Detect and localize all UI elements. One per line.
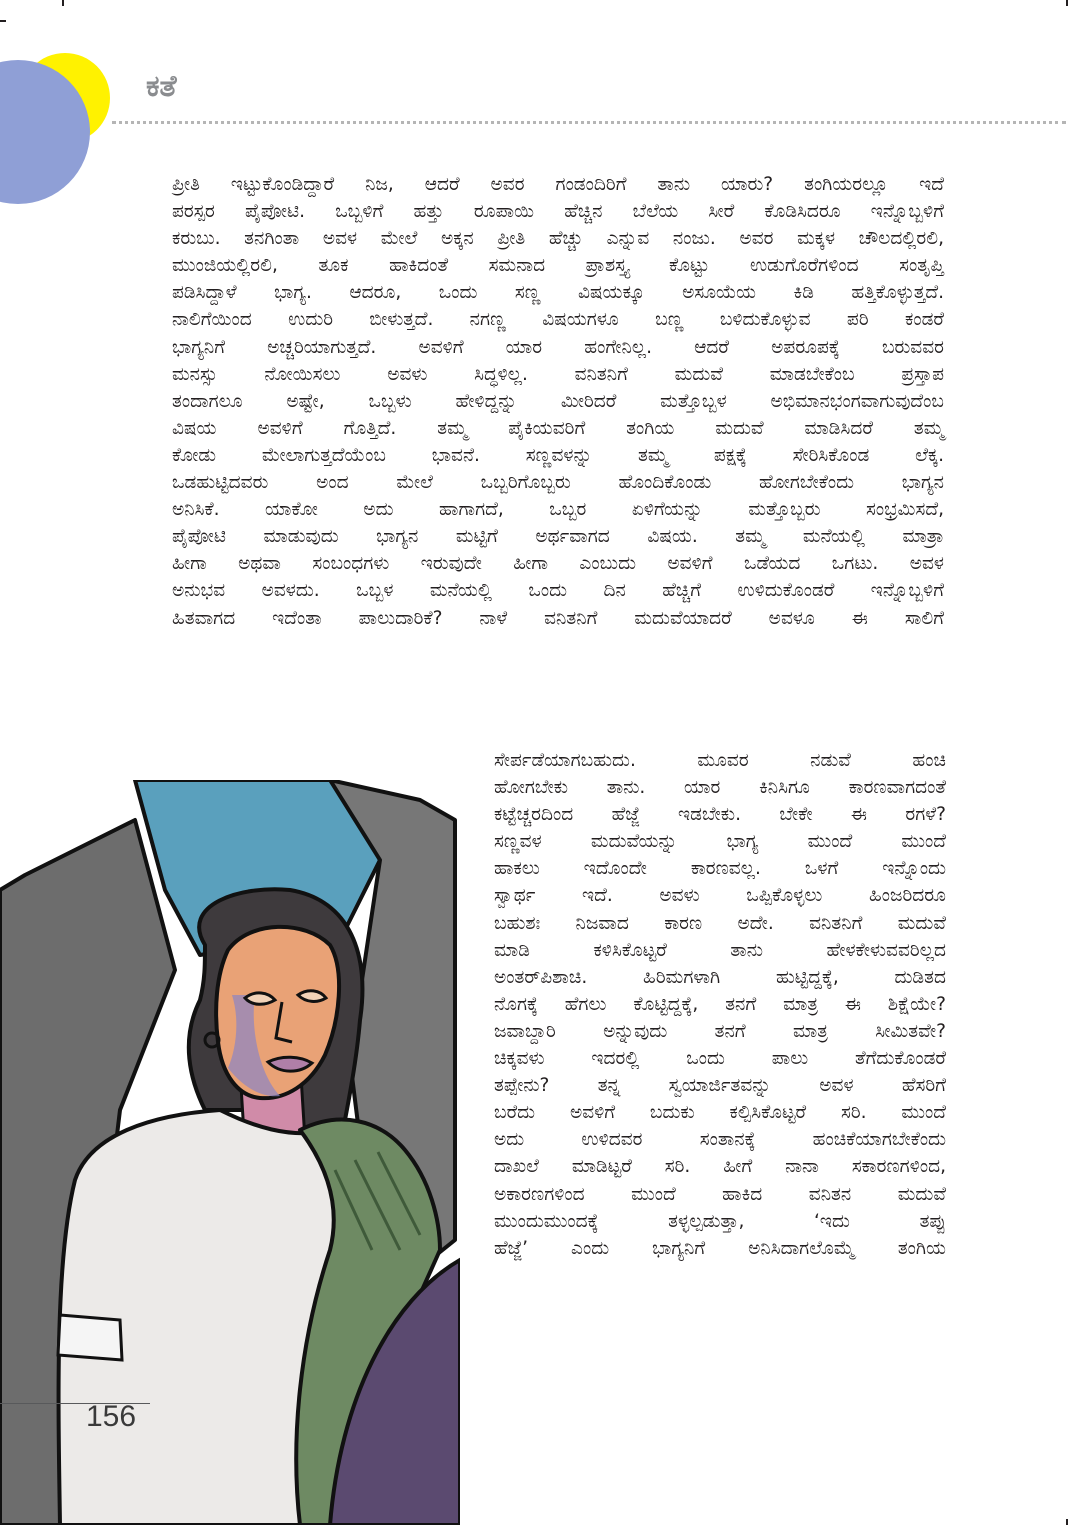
text-line: ಜವಾಬ್ದಾರಿ ಅನ್ನುವುದು ತನಗೆ ಮಾತ್ರ ಸೀಮಿತವೇ? bbox=[494, 1020, 946, 1042]
text-line: ನೊಗಕ್ಕೆ ಹೆಗಲು ಕೊಟ್ಟಿದ್ದಕ್ಕೆ, ತನಗೆ ಮಾತ್ರ ಈ ಶಿಕ್ಷೆಯೇ? bbox=[494, 993, 946, 1015]
text-line: ಪೈಪೋಟಿ ಮಾಡುವುದು ಭಾಗ್ಯನ ಮಟ್ಟಿಗೆ ಅರ್ಥವಾಗದ ವಿಷಯ. ತಮ್ಮ ಮನೆಯಲ್ಲಿ ಮಾತ್ರಾ bbox=[172, 526, 944, 548]
text-line: ಅದು ಉಳಿದವರ ಸಂತಾನಕ್ಕೆ ಹಂಚಿಕೆಯಾಗಬೇಕೆಂದು bbox=[494, 1129, 946, 1151]
crop-mark bbox=[62, 0, 64, 6]
text-line: ಮಾಡಿ ಕಳಿಸಿಕೊಟ್ಟರೆ ತಾನು ಹೇಳಕೇಳುವವರಿಲ್ಲದ bbox=[494, 939, 946, 961]
crop-mark bbox=[0, 20, 6, 22]
text-line: ಹಾಕಲು ಇದೊಂದೇ ಕಾರಣವಲ್ಲ. ಒಳಗೆ ಇನ್ನೊಂದು bbox=[494, 858, 946, 880]
text-line: ಅಕಾರಣಗಳಿಂದ ಮುಂದೆ ಹಾಕಿದ ವನಿತನ ಮದುವೆ bbox=[494, 1183, 946, 1205]
text-line: ಕಟ್ಟೆಚ್ಚರದಿಂದ ಹೆಜ್ಜೆ ಇಡಬೇಕು. ಬೇಕೇ ಈ ರಗಳೆ? bbox=[494, 804, 946, 826]
dotted-divider bbox=[112, 121, 1066, 124]
text-line: ಕೋಡು ಮೇಲಾಗುತ್ತದೆಯೆಂಬ ಭಾವನೆ. ಸಣ್ಣವಳನ್ನು ತಮ್ಮ ಪಕ್ಷಕ್ಕೆ ಸೇರಿಸಿಕೊಂಡ ಲೆಕ್ಕ. bbox=[172, 444, 944, 466]
text-line: ಮುಂದುಮುಂದಕ್ಕೆ ತಳ್ಳಲ್ಪಡುತ್ತಾ, ‘ಇದು ತಪ್ಪು bbox=[494, 1210, 946, 1232]
crop-mark bbox=[1066, 1519, 1068, 1525]
text-line: ಪಡಿಸಿದ್ದಾಳೆ ಭಾಗ್ಯ. ಆದರೂ, ಒಂದು ಸಣ್ಣ ವಿಷಯಕ್ಕೂ ಅಸೂಯೆಯ ಕಿಡಿ ಹತ್ತಿಕೊಳ್ಳುತ್ತದೆ. bbox=[172, 282, 944, 304]
column-paragraph bbox=[494, 747, 946, 1262]
text-line: ಕರುಬು. ತನಗಿಂತಾ ಅವಳ ಮೇಲೆ ಅಕ್ಕನ ಪ್ರೀತಿ ಹೆಚ್ಚು ಎನ್ನುವ ನಂಜು. ಅವರ ಮಕ್ಕಳ ಚೌಲದಲ್ಲಿರಲಿ, bbox=[172, 228, 944, 250]
text-line: ಮುಂಜಿಯಲ್ಲಿರಲಿ, ತೂಕ ಹಾಕಿದಂತೆ ಸಮನಾದ ಪ್ರಾಶಸ್ತ್ಯ ಕೊಟ್ಟು ಉಡುಗೊರೆಗಳಿಂದ ಸಂತೃಪ್ತಿ bbox=[172, 255, 944, 277]
text-line: ಅನಿಸಿಕೆ. ಯಾಕೋ ಅದು ಹಾಗಾಗದೆ, ಒಬ್ಬರ ಏಳಿಗೆಯನ್ನು ಮತ್ತೊಬ್ಬರು ಸಂಭ್ರಮಿಸದೆ, bbox=[172, 499, 944, 521]
section-label: ಕತೆ bbox=[146, 69, 177, 104]
text-line: ಪ್ರೀತಿ ಇಟ್ಟುಕೊಂಡಿದ್ದಾರೆ ನಿಜ, ಆದರೆ ಅವರ ಗಂಡಂದಿರಿಗೆ ತಾನು ಯಾರು? ತಂಗಿಯರಲ್ಲೂ ಇದೆ bbox=[172, 174, 944, 195]
text-line: ಹೋಗಬೇಕು ತಾನು. ಯಾರ ಕಿನಿಸಿಗೂ ಕಾರಣವಾಗದಂತೆ bbox=[494, 777, 946, 799]
text-line: ಬರೆದು ಅವಳಿಗೆ ಬದುಕು ಕಲ್ಪಿಸಿಕೊಟ್ಟರೆ ಸರಿ. ಮುಂದೆ bbox=[494, 1102, 946, 1124]
text-line: ವಿಷಯ ಅವಳಿಗೆ ಗೊತ್ತಿದೆ. ತಮ್ಮ ಪೈಕಿಯವರಿಗೆ ತಂಗಿಯ ಮದುವೆ ಮಾಡಿಸಿದರೆ ತಮ್ಮ bbox=[172, 417, 944, 439]
body-paragraph bbox=[172, 171, 944, 632]
woman-illustration bbox=[0, 780, 460, 1525]
text-line: ಭಾಗ್ಯನಿಗೆ ಅಚ್ಚರಿಯಾಗುತ್ತದೆ. ಅವಳಿಗೆ ಯಾರ ಹಂಗೇನಿಲ್ಲ. ಆದರೆ ಅಪರೂಪಕ್ಕೆ ಬರುವವರ bbox=[172, 336, 944, 358]
text-line: ಹೀಗಾ ಅಥವಾ ಸಂಬಂಧಗಳು ಇರುವುದೇ ಹೀಗಾ ಎಂಬುದು ಅವಳಿಗೆ ಒಡೆಯದ ಒಗಟು. ಅವಳ bbox=[172, 553, 944, 575]
text-line: ನಾಲಿಗೆಯಿಂದ ಉದುರಿ ಬೀಳುತ್ತದೆ. ನಗಣ್ಣ ವಿಷಯಗಳೂ ಬಣ್ಣ ಬಳಿದುಕೊಳ್ಳುವ ಪರಿ ಕಂಡರೆ bbox=[172, 309, 944, 331]
text-line: ಚಿಕ್ಕವಳು ಇದರಲ್ಲಿ ಒಂದು ಪಾಲು ತೆಗೆದುಕೊಂಡರೆ bbox=[494, 1048, 946, 1070]
text-line: ಸೇರ್ಪಡೆಯಾಗಬಹುದು. ಮೂವರ ನಡುವೆ ಹಂಚಿ bbox=[494, 750, 946, 771]
text-line: ಅಂತರ್‌ಪಿಶಾಚಿ. ಹಿರಿಮಗಳಾಗಿ ಹುಟ್ಟಿದ್ದಕ್ಕೆ, ದುಡಿತದ bbox=[494, 966, 946, 988]
text-line: ಪರಸ್ಪರ ಪೈಪೋಟಿ. ಒಬ್ಬಳಿಗೆ ಹತ್ತು ರೂಪಾಯಿ ಹೆಚ್ಚಿನ ಬೆಲೆಯ ಸೀರೆ ಕೊಡಿಸಿದರೂ ಇನ್ನೊಬ್ಬಳಿಗೆ bbox=[172, 201, 944, 223]
text-line: ಮನಸ್ಸು ನೋಯಿಸಲು ಅವಳು ಸಿದ್ಧಳಿಲ್ಲ. ವನಿತನಿಗೆ ಮದುವೆ ಮಾಡಬೇಕೆಂಬ ಪ್ರಸ್ತಾಪ bbox=[172, 363, 944, 385]
text-line: ತಂದಾಗಲೂ ಅಷ್ಟೇ, ಒಬ್ಬಳು ಹೇಳಿದ್ದನ್ನು ಮೀರಿದರೆ ಮತ್ತೊಬ್ಬಳ ಅಭಿಮಾನಭಂಗವಾಗುವುದೆಂಬ bbox=[172, 390, 944, 412]
text-line: ಒಡಹುಟ್ಟಿದವರು ಅಂದ ಮೇಲೆ ಒಬ್ಬರಿಗೊಬ್ಬರು ಹೊಂದಿಕೊಂಡು ಹೋಗಬೇಕೆಂದು ಭಾಗ್ಯನ bbox=[172, 472, 944, 494]
text-line: ದಾಖಲೆ ಮಾಡಿಟ್ಟರೆ ಸರಿ. ಹೀಗೆ ನಾನಾ ಸಕಾರಣಗಳಿಂದ, bbox=[494, 1156, 946, 1178]
text-line: ಹಿತವಾಗದ ಇದೆಂತಾ ಪಾಲುದಾರಿಕೆ? ನಾಳೆ ವನಿತನಿಗೆ ಮದುವೆಯಾದರೆ ಅವಳೂ ಈ ಸಾಲಿಗೆ bbox=[172, 607, 944, 629]
text-line: ಬಹುಶಃ ನಿಜವಾದ ಕಾರಣ ಅದೇ. ವನಿತನಿಗೆ ಮದುವೆ bbox=[494, 912, 946, 934]
page-number: 156 bbox=[86, 1400, 137, 1433]
crop-mark bbox=[1066, 0, 1068, 6]
text-line: ಸ್ವಾರ್ಥ ಇದೆ. ಅವಳು ಒಪ್ಪಿಕೊಳ್ಳಲು ಹಿಂಜರಿದರೂ bbox=[494, 885, 946, 907]
text-line: ಅನುಭವ ಅವಳದು. ಒಬ್ಬಳ ಮನೆಯಲ್ಲಿ ಒಂದು ದಿನ ಹೆಚ್ಚಿಗೆ ಉಳಿದುಕೊಂಡರೆ ಇನ್ನೊಬ್ಬಳಿಗೆ bbox=[172, 580, 944, 602]
text-line: ತಪ್ಪೇನು? ತನ್ನ ಸ್ವಯಾರ್ಜಿತವನ್ನು ಅವಳ ಹೆಸರಿಗೆ bbox=[494, 1075, 946, 1097]
text-line: ಹೆಜ್ಜೆ’ ಎಂದು ಭಾಗ್ಯನಿಗೆ ಅನಿಸಿದಾಗಲೊಮ್ಮೆ ತಂಗಿಯ bbox=[494, 1237, 946, 1259]
text-line: ಸಣ್ಣವಳ ಮದುವೆಯನ್ನು ಭಾಗ್ಯ ಮುಂದೆ ಮುಂದೆ bbox=[494, 831, 946, 853]
